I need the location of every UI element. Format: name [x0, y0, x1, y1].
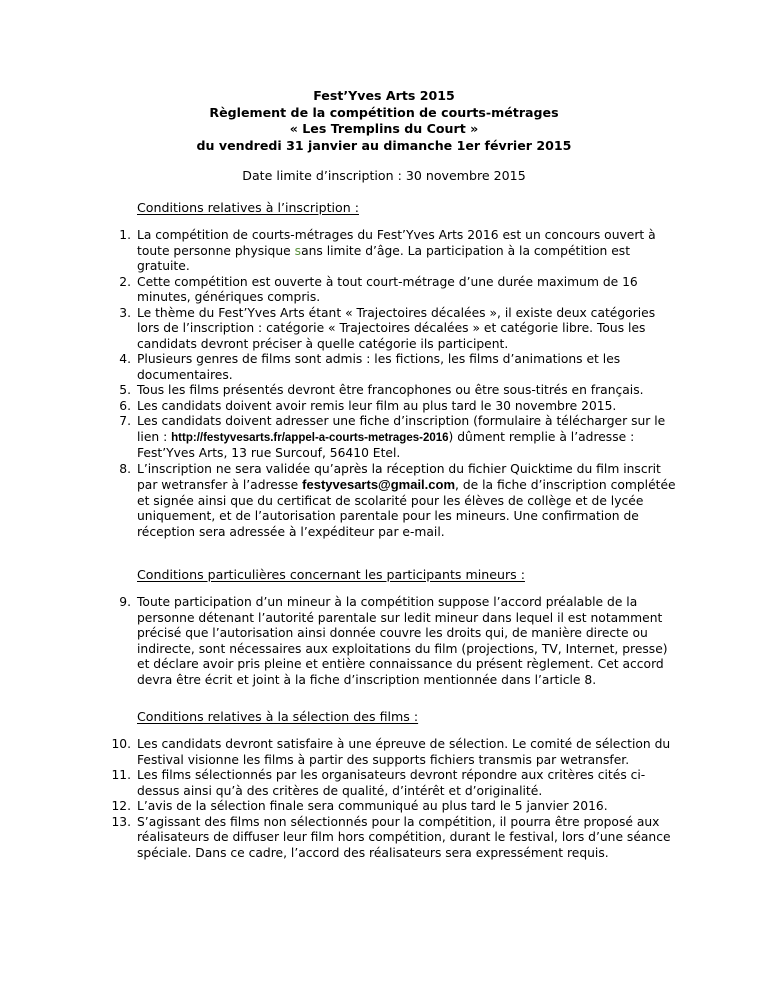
rule-number: 4. [119, 352, 131, 366]
rule-item: 5. Tous les films présentés devront être francophones ou être sous-titrés en français. [137, 383, 677, 399]
section-heading-mineurs: Conditions particulières concernant les participants mineurs : [137, 567, 525, 582]
section-heading-selection: Conditions relatives à la sélection des films : [137, 709, 419, 724]
rule-number: 6. [119, 398, 131, 413]
rule-number: 9. [119, 595, 131, 609]
rule-item: 3. Le thème du Fest’Yves Arts étant « Trajectoires décalées », il existe deux catégories lors de l’inscription : catégorie « Trajectoires décalées » et catégorie libre. Tous les candidats devront préciser à quelle catégorie ils participent. [137, 306, 677, 353]
rule-item: 10. Les candidats devront satisfaire à une épreuve de sélection. Le comité de sélection du Festival visionne les films à partir des supports fichiers transmis par wetransfer. [137, 737, 677, 768]
festival-title: Fest’Yves Arts 2015 [313, 88, 455, 103]
rule-item: 6. Les candidats doivent avoir remis leur film au plus tard le 30 novembre 2015. [137, 399, 677, 415]
rule-item: 2. Cette compétition est ouverte à tout court-métrage d’une durée maximum de 16 minutes, génériques compris. [137, 275, 677, 306]
rule-number: 8. [119, 461, 131, 476]
document-header [0, 88, 768, 154]
rule-number: 7. [119, 414, 131, 428]
rule-item: 13. S’agissant des films non sélectionnés pour la compétition, il pourra être proposé aux réalisateurs de diffuser leur film hors compétition, durant le festival, lors d’une séance spéciale. Dans ce cadre, l’accord des réalisateurs sera expressément requis. [137, 815, 677, 862]
rule-number: 1. [119, 228, 131, 242]
rule-item: 11. Les films sélectionnés par les organisateurs devront répondre aux critères cités ci-dessus ainsi qu’à des critères de qualité, d’intérêt et d’originalité. [137, 768, 677, 799]
rule-number: 5. [119, 383, 131, 397]
rule-number: 13. [111, 814, 131, 829]
rule-number: 11. [111, 768, 131, 782]
rule-number: 2. [119, 274, 131, 289]
rule-number: 3. [119, 305, 131, 320]
rules-list-inscription [119, 228, 677, 540]
rule-number: 12. [111, 799, 131, 813]
rule-item: 9. Toute participation d’un mineur à la compétition suppose l’accord préalable de la personne détenant l’autorité parentale sur ledit mineur dans lequel il est notamment précisé que l’autorisation ainsi donnée couvre les droits qui, de manière directe ou indirecte, sont nécessaires aux exploitations du film (projections, TV, Internet, presse) et déclare avoir pris pleine et entière connaissance du présent règlement. Cet accord devra être écrit et joint à la fiche d’inscription mentionnée dans l’article 8. [137, 595, 677, 688]
rule-number: 10. [111, 737, 131, 751]
rules-list-selection [111, 737, 677, 861]
contact-email[interactable]: festyvesarts@gmail.com [302, 477, 456, 492]
rules-list-mineurs [119, 595, 677, 688]
festival-dates: du vendredi 31 janvier au dimanche 1er février 2015 [196, 137, 572, 153]
rule-item: 12. L’avis de la sélection finale sera communiqué au plus tard le 5 janvier 2016. [137, 799, 677, 815]
rule-item: 8. L’inscription ne sera validée qu’après la réception du fichier Quicktime du film inscrit par wetransfer à l’adresse festyvesarts@gmail.com, de la fiche d’inscription complétée et signée ainsi que du certificat de scolarité pour les élèves de collège et de lycée uniquement, et de l’autorisation parentale pour les mineurs. Une confirmation de réception sera adressée à l’expéditeur par e-mail. [137, 462, 677, 541]
rules-title: Règlement de la compétition de courts-métrages [209, 104, 559, 120]
rule-item: 7. Les candidats doivent adresser une fiche d’inscription (formulaire à télécharger sur le lien : http://festyvesarts.fr/appel-a-courts-metrages-2016) dûment remplie à l’adresse : Fest’Yves Arts, 13 rue Surcouf, 56410 Etel. [137, 414, 677, 462]
rule-item: 1. La compétition de courts-métrages du Fest’Yves Arts 2016 est un concours ouvert à toute personne physique sans limite d’âge. La participation à la compétition est gratuite. [137, 228, 677, 275]
registration-form-link[interactable]: http://festyvesarts.fr/appel-a-courts-metrages-2016 [171, 431, 449, 444]
section-heading-inscription: Conditions relatives à l’inscription : [137, 200, 359, 215]
highlighted-letter: s [294, 243, 302, 258]
competition-name: « Les Tremplins du Court » [289, 121, 479, 136]
registration-deadline: Date limite d’inscription : 30 novembre 2015 [242, 168, 526, 183]
rule-item: 4. Plusieurs genres de films sont admis : les fictions, les films d’animations et les documentaires. [137, 352, 677, 383]
